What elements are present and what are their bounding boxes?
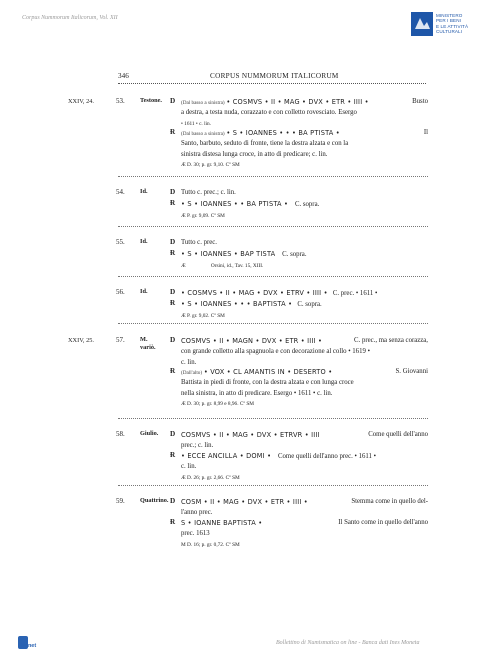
obverse-label: D [170, 238, 176, 246]
reverse-label: Ɍ [170, 128, 176, 136]
ministry-emblem-icon [411, 12, 433, 36]
entry-number: 57. [116, 336, 125, 344]
coin-type: Id. [140, 188, 148, 195]
obverse-legend: COSMVS • II • MAG • DVX • ETRVR • IIII [181, 431, 320, 439]
obverse-legend: COSMVS • II • MAGN • DVX • ETR • IIII • [181, 337, 323, 345]
reverse-label: Ɍ [170, 367, 176, 375]
reverse-description: • ECCE ANCILLA • DOMI • Come quelli dell'anno prec. • 1611 • c. lin. [181, 452, 377, 471]
coin-type: Id. [140, 288, 148, 295]
obverse-description: COSM • II • MAG • DVX • ETR • IIII • Stemma come in quello del- l'anno prec. [181, 498, 428, 517]
entry-number: 55. [116, 238, 125, 246]
obverse-legend: COSM • II • MAG • DVX • ETR • IIII • [181, 498, 308, 506]
reverse-legend: • ECCE ANCILLA • DOMI • [181, 452, 272, 460]
obverse-label: D [170, 288, 176, 296]
reverse-description: • S • IOANNES • BAP TISTA C. sopra. [181, 250, 307, 258]
running-title: CORPUS NUMMORUM ITALICORUM [210, 72, 339, 80]
reverse-description: S • IOANNE BAPTISTA • Il Santo come in quello dell'anno prec. 1613 [181, 519, 428, 538]
header-rule [118, 83, 426, 84]
entry-divider [118, 485, 428, 486]
coin-metadata: Æ D. 30; p. gr. 9,10. Cº SM [181, 162, 240, 168]
reverse-legend: S • IOANNE BAPTISTA • [181, 519, 263, 527]
entry-divider [118, 226, 428, 227]
entry-divider [118, 323, 428, 324]
coin-type: Giulio. [140, 430, 159, 437]
reverse-label: Ɍ [170, 518, 176, 526]
obverse-label: D [170, 497, 176, 505]
reverse-legend: • S • IOANNES • • • BA PTISTA • [226, 129, 340, 137]
entry-number: 53. [116, 97, 125, 105]
obverse-description: • COSMVS • II • MAG • DVX • ETRV • IIII • C. prec. • 1611 • [181, 289, 378, 297]
reverse-legend: • S • IOANNES • • • BAPTISTA • [181, 300, 293, 308]
coin-metadata: Æ P. gr. 9,09. Cº SM [181, 213, 225, 219]
obverse-label: D [170, 188, 176, 196]
obverse-description: Tutto c. prec.; c. lin. [181, 189, 236, 196]
coin-type: Id. [140, 238, 148, 245]
reverse-description: • S • IOANNES • • BA PTISTA • C. sopra. [181, 200, 320, 208]
ministry-logo [411, 12, 471, 44]
obverse-description: (Dal basso a sinistra) • COSMVS • II • MAG • DVX • ETR • IIII • Busto a destra, a testa nuda, corazzato e con colletto rovesciato. Esergo • 1611 • c. lin. [181, 98, 428, 127]
obverse-legend: • COSMVS • II • MAG • DVX • ETRV • IIII • [181, 289, 328, 297]
obverse-label: D [170, 336, 176, 344]
obverse-description: COSMVS • II • MAG • DVX • ETRVR • IIII Come quelli dell'anno prec.; c. lin. [181, 431, 428, 450]
reverse-label: Ɍ [170, 199, 176, 207]
entry-number: 54. [116, 188, 125, 196]
coin-type: Quattrino. [140, 497, 169, 504]
obverse-label: D [170, 430, 176, 438]
reverse-legend: • VOX • CL AMANTIS IN • DESERTO • [203, 368, 333, 376]
obverse-description: Tutto c. prec. [181, 239, 217, 246]
footer-credit: Bollettino di Numismatica on line - Banca dati Ines Moneta [276, 640, 420, 646]
obverse-legend: • COSMVS • II • MAG • DVX • ETR • IIII • [226, 98, 369, 106]
coin-metadata: Æ D. 30; p. gr. 8,99 e 8,96. Cº SM [181, 401, 255, 407]
reverse-description: (Dall'alto) • VOX • CL AMANTIS IN • DESERTO • S. Giovanni Battista in piedi di fronte, con la destra alzata e con lunga croce nella sinistra, in atto di predicare. Esergo • 1611 • c. lin. [181, 368, 428, 397]
reverse-legend: • S • IOANNES • BAP TISTA [181, 250, 276, 258]
entry-number: 59. [116, 497, 125, 505]
entry-divider [118, 418, 428, 419]
entry-divider [118, 276, 428, 277]
page-number: 346 [118, 72, 129, 80]
coin-metadata: Æ Orsini, id., Tav. 15, XIII. [181, 263, 264, 269]
coin-metadata: Æ P. gr. 9,02. Cº SM [181, 313, 225, 319]
entry-number: 56. [116, 288, 125, 296]
reverse-description: • S • IOANNES • • • BAPTISTA • C. sopra. [181, 300, 322, 308]
monet-logo: Monet [18, 636, 42, 649]
reverse-label: Ɍ [170, 299, 176, 307]
entry-divider [118, 176, 428, 177]
reverse-description: (Dal basso a sinistra) • S • IOANNES • • • BA PTISTA • Il Santo, barbuto, seduto di fronte, tiene la destra alzata e con la sinistra distesa lunga croce, in atto di predicare; c. lin. [181, 129, 428, 158]
section-ref: XXIV, 25. [68, 337, 94, 344]
coin-metadata: Æ D. 26; p. gr. 2,66. Cº SM [181, 475, 240, 481]
reverse-legend: • S • IOANNES • • BA PTISTA • [181, 200, 289, 208]
obverse-label: D [170, 97, 176, 105]
entry-number: 58. [116, 430, 125, 438]
coin-type: M. variò. [140, 336, 156, 351]
series-title: Corpus Nummorum Italicorum, Vol. XII [22, 15, 118, 21]
coin-metadata: M D. 16; p. gr. 0,72. Cº SM [181, 542, 240, 548]
section-ref: XXIV, 24. [68, 98, 94, 105]
coin-type: Testone. [140, 97, 162, 104]
reverse-label: Ɍ [170, 451, 176, 459]
obverse-description: COSMVS • II • MAGN • DVX • ETR • IIII • C. prec., ma senza corazza, con grande colletto alla spagnuola e con decorazione al collo • 1619 • c. lin. [181, 337, 428, 366]
ministry-name: MINISTERO PER I BENI E LE ATTIVITÀ CULTURALI [436, 13, 469, 34]
reverse-label: Ɍ [170, 249, 176, 257]
